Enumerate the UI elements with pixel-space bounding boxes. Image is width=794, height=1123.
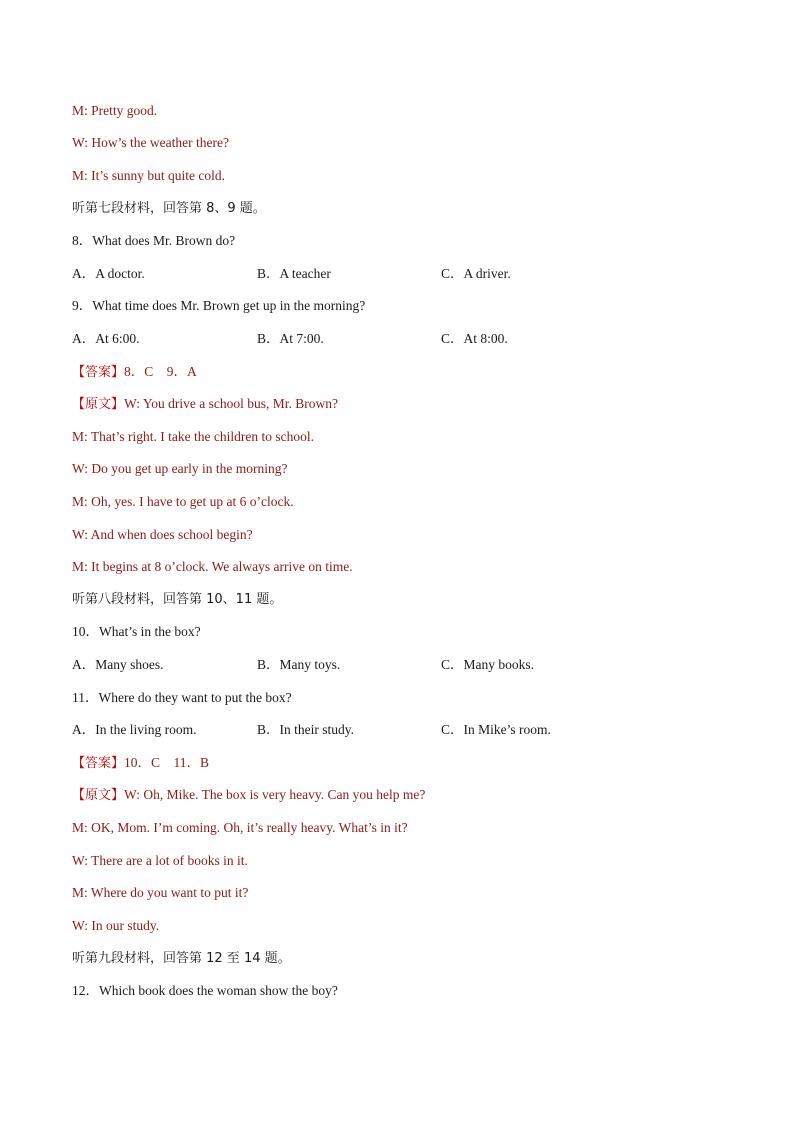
transcript-text: W: Oh, Mike. The box is very heavy. Can you help me?	[124, 787, 426, 802]
transcript-line: M: Where do you want to put it?	[72, 885, 249, 900]
option-a: A．In the living room.	[72, 722, 197, 737]
transcript-line: M: OK, Mom. I’m coming. Oh, it’s really heavy. What’s in it?	[72, 820, 408, 835]
transcript-tag: 【原文】	[72, 788, 125, 803]
transcript-line: M: That’s right. I take the children to school.	[72, 429, 314, 444]
option-a: A．A doctor.	[72, 266, 145, 281]
answer-tag: 【答案】	[72, 756, 125, 771]
section-9-intro: 听第九段材料，回答第 12 至 14 题。	[72, 951, 291, 966]
question-9: 9．What time does Mr. Brown get up in the morning?	[72, 298, 366, 313]
transcript-text: W: You drive a school bus, Mr. Brown?	[124, 396, 339, 411]
option-a: A．Many shoes.	[72, 657, 164, 672]
option-c: C．In Mike’s room.	[441, 722, 551, 737]
transcript-line	[72, 785, 425, 805]
question-9-options	[72, 329, 712, 349]
option-c: C．A driver.	[441, 266, 511, 281]
section-7-intro: 听第七段材料，回答第 8、9 题。	[72, 201, 266, 216]
question-11-options	[72, 720, 712, 740]
dialog-line: W: How’s the weather there?	[72, 135, 229, 150]
answer-line	[72, 753, 209, 773]
option-b: B．A teacher	[257, 266, 331, 281]
question-11: 11．Where do they want to put the box?	[72, 690, 292, 705]
option-a: A．At 6:00.	[72, 331, 140, 346]
question-12: 12．Which book does the woman show the boy?	[72, 983, 338, 998]
option-c: C．Many books.	[441, 657, 535, 672]
answer-line	[72, 362, 197, 382]
option-b: B．Many toys.	[257, 657, 341, 672]
transcript-line: M: It begins at 8 o’clock. We always arrive on time.	[72, 559, 353, 574]
section-8-intro: 听第八段材料，回答第 10、11 题。	[72, 592, 283, 607]
question-8-options	[72, 264, 712, 284]
transcript-line: W: In our study.	[72, 918, 160, 933]
option-b: B．In their study.	[257, 722, 354, 737]
question-10-options	[72, 655, 712, 675]
transcript-line: M: Oh, yes. I have to get up at 6 o’clock.	[72, 494, 294, 509]
dialog-line: M: It’s sunny but quite cold.	[72, 168, 225, 183]
transcript-line	[72, 394, 338, 414]
answer-text: 8．C 9．A	[124, 364, 197, 379]
option-b: B．At 7:00.	[257, 331, 324, 346]
dialog-line: M: Pretty good.	[72, 103, 158, 118]
transcript-line: W: Do you get up early in the morning?	[72, 461, 288, 476]
option-c: C．At 8:00.	[441, 331, 508, 346]
transcript-line: W: There are a lot of books in it.	[72, 853, 248, 868]
answer-text: 10．C 11．B	[124, 755, 210, 770]
question-10: 10．What’s in the box?	[72, 624, 201, 639]
question-8: 8．What does Mr. Brown do?	[72, 233, 236, 248]
transcript-line: W: And when does school begin?	[72, 527, 253, 542]
answer-tag: 【答案】	[72, 365, 125, 380]
transcript-tag: 【原文】	[72, 397, 125, 412]
